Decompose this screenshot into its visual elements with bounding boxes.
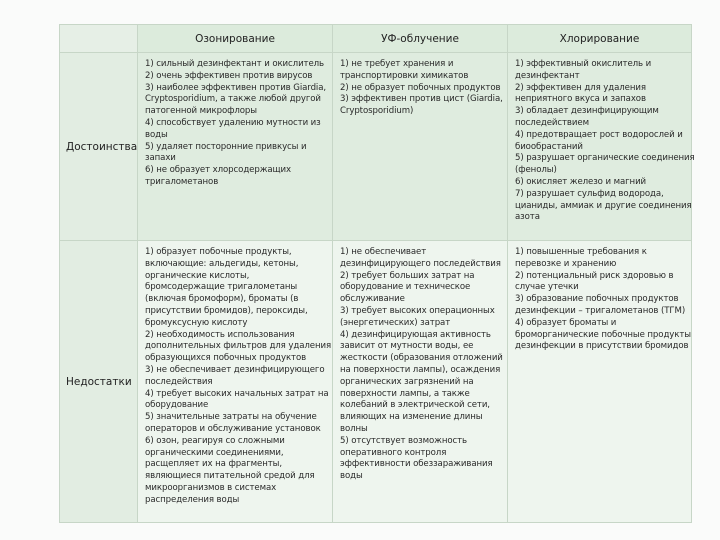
cell-disadvantages-uv <box>333 241 508 523</box>
row-label-advantages: Достоинства <box>60 53 138 241</box>
cell-line: перевозке и хранению <box>515 258 617 269</box>
cell-line: являющиеся питательной средой для <box>145 471 315 482</box>
header-ozonation: Озонирование <box>138 25 333 53</box>
cell-line: органическими соединениями, <box>145 447 284 458</box>
cell-line: броморганические побочные продукты <box>515 329 691 340</box>
cell-line: органических загрязнений на <box>340 376 474 387</box>
cell-line: 3) наиболее эффективен против Giardia, <box>145 82 327 93</box>
cell-line: (фенолы) <box>515 165 557 176</box>
comparison-table <box>59 24 695 523</box>
cell-line: (энергетических) затрат <box>340 317 451 328</box>
cell-line: 1) не обеспечивает <box>340 247 427 257</box>
cell-line: 1) сильный дезинфектант и окислитель <box>145 59 325 69</box>
cell-line: 3) эффективен против цист (Giardia, <box>340 94 503 105</box>
cell-disadvantages-ozonation <box>138 241 333 523</box>
cell-advantages-chlorination <box>508 53 695 241</box>
cell-line: 4) образует броматы и <box>515 317 617 328</box>
cell-line: 5) значительные затраты на обучение <box>145 412 317 423</box>
cell-line: влияющих на изменение длины <box>340 412 483 423</box>
header-uv: УФ-облучение <box>333 25 508 53</box>
cell-line: поверхности лампы, а также <box>340 388 470 399</box>
cell-line: 5) разрушает органические соединения <box>515 153 695 164</box>
cell-line: образующихся побочных продуктов <box>145 353 307 364</box>
cell-line: 4) способствует удалению мутности из <box>145 117 321 128</box>
cell-line: эффективности обеззараживания <box>340 459 493 470</box>
table-row-advantages <box>60 53 692 241</box>
cell-line: патогенной микрофлоры <box>145 106 257 117</box>
cell-line: распределения воды <box>145 494 240 505</box>
cell-line: 2) не образует побочных продуктов <box>340 82 501 93</box>
cell-line: 6) окисляет железо и магний <box>515 176 647 187</box>
cell-line: тригалометанов <box>145 176 219 187</box>
cell-line: 3) не обеспечивает дезинфицирующего <box>145 364 325 375</box>
header-corner <box>60 25 138 53</box>
cell-line: оборудование и техническое <box>340 282 471 293</box>
cell-line: транспортировки химикатов <box>340 70 469 81</box>
cell-line: включающие: альдегиды, кетоны, <box>145 258 299 269</box>
cell-line: дезинфицирующего последействия <box>340 258 501 269</box>
cell-line: неприятного вкуса и запахов <box>515 94 646 105</box>
cell-line: 5) удаляет посторонние привкусы и <box>145 141 307 152</box>
cell-line: бромуксусную кислоту <box>145 317 248 328</box>
cell-line: дезинфекции в присутствии бромидов <box>515 341 689 352</box>
cell-line: дезинфекции – тригалометанов (ТГМ) <box>515 305 686 316</box>
cell-line: биообрастаний <box>515 141 583 152</box>
row-label-disadvantages: Недостатки <box>60 241 138 523</box>
cell-disadvantages-chlorination <box>508 241 692 523</box>
cell-line: 4) предотвращает рост водорослей и <box>515 129 683 140</box>
cell-line: азота <box>515 212 540 223</box>
cell-line: 6) не образует хлорсодержащих <box>145 165 291 176</box>
cell-line: последействия <box>145 376 213 387</box>
cell-line: микроорганизмов в системах <box>145 482 277 493</box>
cell-line: 4) дезинфицирующая активность <box>340 329 491 340</box>
cell-line: Cryptosporidium, а также любой другой <box>145 94 321 105</box>
header-chlorination: Хлорирование <box>508 25 692 53</box>
table-row-disadvantages <box>60 241 692 523</box>
cell-line: 1) не требует хранения и <box>340 59 454 69</box>
cell-line: волны <box>340 423 368 434</box>
cell-line: зависит от мутности воды, ее <box>340 341 474 352</box>
cell-line: (включая бромоформ), броматы (в <box>145 294 299 305</box>
cell-advantages-uv <box>333 53 508 241</box>
cell-line: 2) эффективен для удаления <box>515 82 646 93</box>
cell-line: дезинфектант <box>515 70 580 81</box>
cell-line: 2) требует больших затрат на <box>340 270 475 281</box>
cell-line: Cryptosporidium) <box>340 106 414 117</box>
cell-line: воды <box>145 129 168 140</box>
cell-line: 5) отсутствует возможность <box>340 435 467 446</box>
cell-line: 1) эффективный окислитель и <box>515 59 652 69</box>
cell-line: расщепляет их на фрагменты, <box>145 459 282 470</box>
cell-line: оборудование <box>145 400 209 411</box>
cell-advantages-ozonation <box>138 53 333 241</box>
cell-line: жесткости (образования отложений <box>340 353 503 364</box>
cell-line: присутствии бромидов), пероксиды, <box>145 305 308 316</box>
cell-line: 7) разрушает сульфид водорода, <box>515 188 664 199</box>
cell-line: 3) образование побочных продуктов <box>515 294 679 305</box>
cell-line: бромсодержащие тригалометаны <box>145 282 298 293</box>
cell-line: 2) потенциальный риск здоровью в <box>515 270 674 281</box>
cell-line: 1) повышенные требования к <box>515 247 647 257</box>
cell-line: случае утечки <box>515 282 579 293</box>
cell-line: обслуживание <box>340 294 405 305</box>
cell-line: цианиды, аммиак и другие соединения <box>515 200 692 211</box>
cell-line: 2) необходимость использования <box>145 329 295 340</box>
cell-line: запахи <box>145 153 176 164</box>
cell-line: последействием <box>515 117 589 128</box>
cell-line: 1) образует побочные продукты, <box>145 247 292 257</box>
cell-line: воды <box>340 471 363 482</box>
cell-line: дополнительных фильтров для удаления <box>145 341 332 352</box>
cell-line: 4) требует высоких начальных затрат на <box>145 388 329 399</box>
cell-line: органические кислоты, <box>145 270 250 281</box>
cell-line: 3) обладает дезинфицирующим <box>515 106 659 117</box>
cell-line: 6) озон, реагируя со сложными <box>145 435 285 446</box>
table-header-row <box>60 25 692 53</box>
cell-line: 3) требует высоких операционных <box>340 305 495 316</box>
cell-line: оперативного контроля <box>340 447 447 458</box>
cell-line: 2) очень эффективен против вирусов <box>145 70 313 81</box>
cell-line: операторов и обслуживание установок <box>145 423 321 434</box>
cell-line: на поверхности лампы), осаждения <box>340 364 501 375</box>
cell-line: колебаний в электрической сети, <box>340 400 490 411</box>
